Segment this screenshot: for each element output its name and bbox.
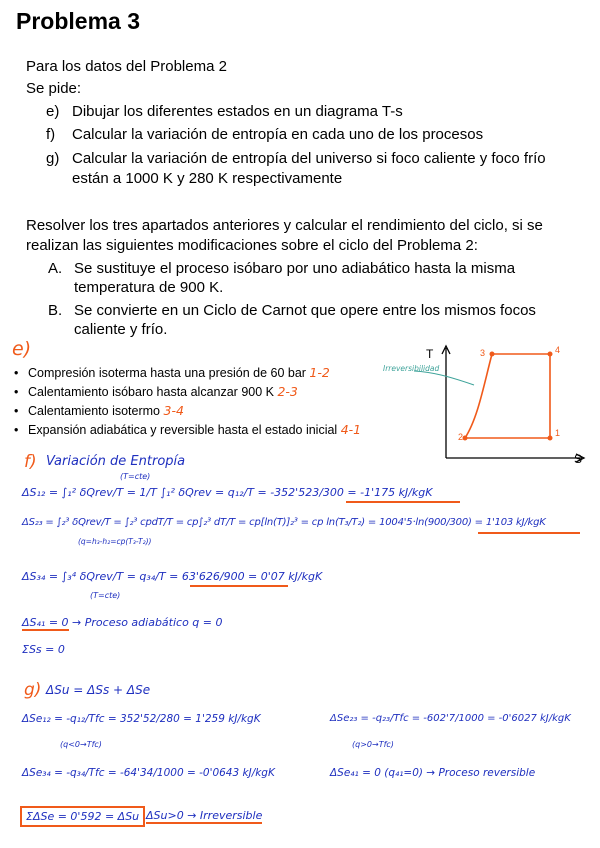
item-text: Calcular la variación de entropía del universo si foco caliente y foco frío bbox=[72, 150, 546, 167]
conclusion: ΔSu>0 → Irreversible bbox=[146, 809, 263, 822]
bullet-4-1: • Expansión adiabática y reversible hasta el estado inicial 4-1 bbox=[14, 422, 362, 437]
eq-dse41: ΔSe₄₁ = 0 (q₄₁=0) → Proceso reversible bbox=[330, 767, 536, 779]
resolver-line-2: realizan las siguientes modificaciones sobre el ciclo del Problema 2: bbox=[26, 237, 478, 254]
bullet-text: Compresión isoterma hasta una presión de 60 bar bbox=[28, 366, 306, 380]
eq-dse12: ΔSe₁₂ = -q₁₂/Tfc = 352'52/280 = 1'259 kJ/kgK bbox=[22, 713, 261, 725]
eq-dse12-note: (q<0→Tfc) bbox=[60, 740, 102, 749]
intro-item-g bbox=[46, 150, 546, 168]
eq-dse34: ΔSe₃₄ = -q₃₄/Tfc = -64'34/1000 = -0'0643 kJ/kgK bbox=[22, 767, 275, 779]
ds23-underline bbox=[478, 532, 580, 534]
state-point-3 bbox=[490, 352, 495, 357]
item-text: Se convierte en un Ciclo de Carnot que opere entre los mismos focos bbox=[74, 302, 536, 319]
bullet-1-2: • Compresión isoterma hasta una presión de 60 bar 1-2 bbox=[14, 365, 330, 380]
bullet-2-3: • Calentamiento isóbaro hasta alcanzar 900 K 2-3 bbox=[14, 384, 298, 399]
point-label-3: 3 bbox=[480, 348, 486, 358]
bullet-text: Calentamiento isóbaro hasta alcanzar 900 K bbox=[28, 385, 274, 399]
ds34-underline bbox=[190, 585, 288, 587]
resolver-item-a bbox=[48, 260, 515, 278]
item-label: f) bbox=[46, 126, 56, 143]
eq-ds12-note: (T=cte) bbox=[120, 472, 151, 481]
section-g-marker: g) bbox=[24, 680, 42, 700]
section-e-marker: e) bbox=[12, 338, 32, 360]
eq-sum-s: ΣSs = 0 bbox=[22, 643, 65, 656]
ds12-underline bbox=[346, 501, 460, 503]
eq-dse23: ΔSe₂₃ = -q₂₃/Tfc = -602'7/1000 = -0'6027 kJ/kgK bbox=[330, 713, 571, 724]
eq-ds34-note: (T=cte) bbox=[90, 591, 121, 600]
intro-item-g-cont: están a 1000 K y 280 K respectivamente bbox=[72, 170, 343, 187]
item-label: e) bbox=[46, 103, 60, 120]
eq-ds23: ΔS₂₃ = ∫₂³ δQrev/T = ∫₂³ cpdT/T = cp∫₂³ dT/T = cp[ln(T)]₂³ = cp ln(T₃/T₂) = 1004'5·ln(900/300) = 1'103 kJ/kgK bbox=[22, 517, 546, 528]
bullet-tag: 1-2 bbox=[309, 365, 330, 380]
intro-line-2: Se pide: bbox=[26, 80, 82, 97]
irreversibility-note: Irreversibilidad bbox=[383, 364, 440, 373]
eq-dse23-note: (q>0→Tfc) bbox=[352, 740, 394, 749]
ds41-text: → Proceso adiabático q = 0 bbox=[72, 616, 223, 629]
bullet-tag: 2-3 bbox=[277, 384, 298, 399]
item-text: Dibujar los diferentes estados en un diagrama T-s bbox=[72, 103, 403, 120]
item-label: g) bbox=[46, 150, 60, 167]
resolver-item-b bbox=[48, 302, 536, 320]
state-point-4 bbox=[548, 352, 553, 357]
state-point-1 bbox=[548, 436, 553, 441]
item-label: B. bbox=[48, 302, 63, 319]
section-f-marker: f) bbox=[24, 452, 37, 472]
resolver-item-b-cont: caliente y frío. bbox=[74, 321, 168, 338]
bullet-text: Calentamiento isotermo bbox=[28, 404, 161, 418]
item-label: A. bbox=[48, 260, 63, 277]
page-title: Problema 3 bbox=[16, 8, 140, 34]
eq-ds41 bbox=[22, 616, 223, 629]
section-f-heading: Variación de Entropía bbox=[46, 454, 186, 469]
section-g-head: ΔSu = ΔSs + ΔSe bbox=[46, 683, 151, 697]
item-text: Se sustituye el proceso isóbaro por uno adiabático hasta la misma bbox=[74, 260, 516, 277]
eq-ds34: ΔS₃₄ = ∫₃⁴ δQrev/T = q₃₄/T = 63'626/900 = 0'07 kJ/kgK bbox=[22, 570, 323, 583]
cycle-path bbox=[465, 354, 550, 438]
eq-ds12 bbox=[22, 486, 432, 499]
point-label-2: 2 bbox=[458, 432, 464, 442]
eq-ds23-note: (q=h₃-h₂=cp(T₃-T₂)) bbox=[78, 537, 152, 546]
state-point-2 bbox=[463, 436, 468, 441]
s-axis-label: S bbox=[574, 452, 583, 466]
resolver-item-a-cont: temperatura de 900 K. bbox=[74, 279, 224, 296]
point-label-4: 4 bbox=[555, 345, 561, 355]
sum-dse-box: ΣΔSe = 0'592 = ΔSu bbox=[20, 806, 145, 827]
t-axis-label: T bbox=[426, 347, 434, 361]
irreversibility-pointer bbox=[414, 371, 474, 385]
item-text: Calcular la variación de entropía en cada uno de los procesos bbox=[72, 126, 484, 143]
ds41-value: ΔS₄₁ = 0 bbox=[22, 616, 69, 629]
ts-diagram bbox=[420, 340, 600, 470]
bullet-tag: 3-4 bbox=[163, 403, 184, 418]
bullet-text: Expansión adiabática y reversible hasta el estado inicial bbox=[28, 423, 338, 437]
intro-item-e bbox=[46, 103, 403, 121]
intro-line-1: Para los datos del Problema 2 bbox=[26, 58, 227, 75]
point-label-1: 1 bbox=[555, 428, 561, 438]
resolver-line-1: Resolver los tres apartados anteriores y calcular el rendimiento del ciclo, si se bbox=[26, 217, 543, 234]
intro-item-f bbox=[46, 126, 483, 144]
eq-ds12-text: ΔS₁₂ = ∫₁² δQrev/T = 1/T ∫₁² δQrev = q₁₂/T = -352'523/300 = -1'175 kJ/kgK bbox=[22, 486, 433, 499]
bullet-3-4: • Calentamiento isotermo 3-4 bbox=[14, 403, 184, 418]
bullet-tag: 4-1 bbox=[340, 422, 362, 437]
